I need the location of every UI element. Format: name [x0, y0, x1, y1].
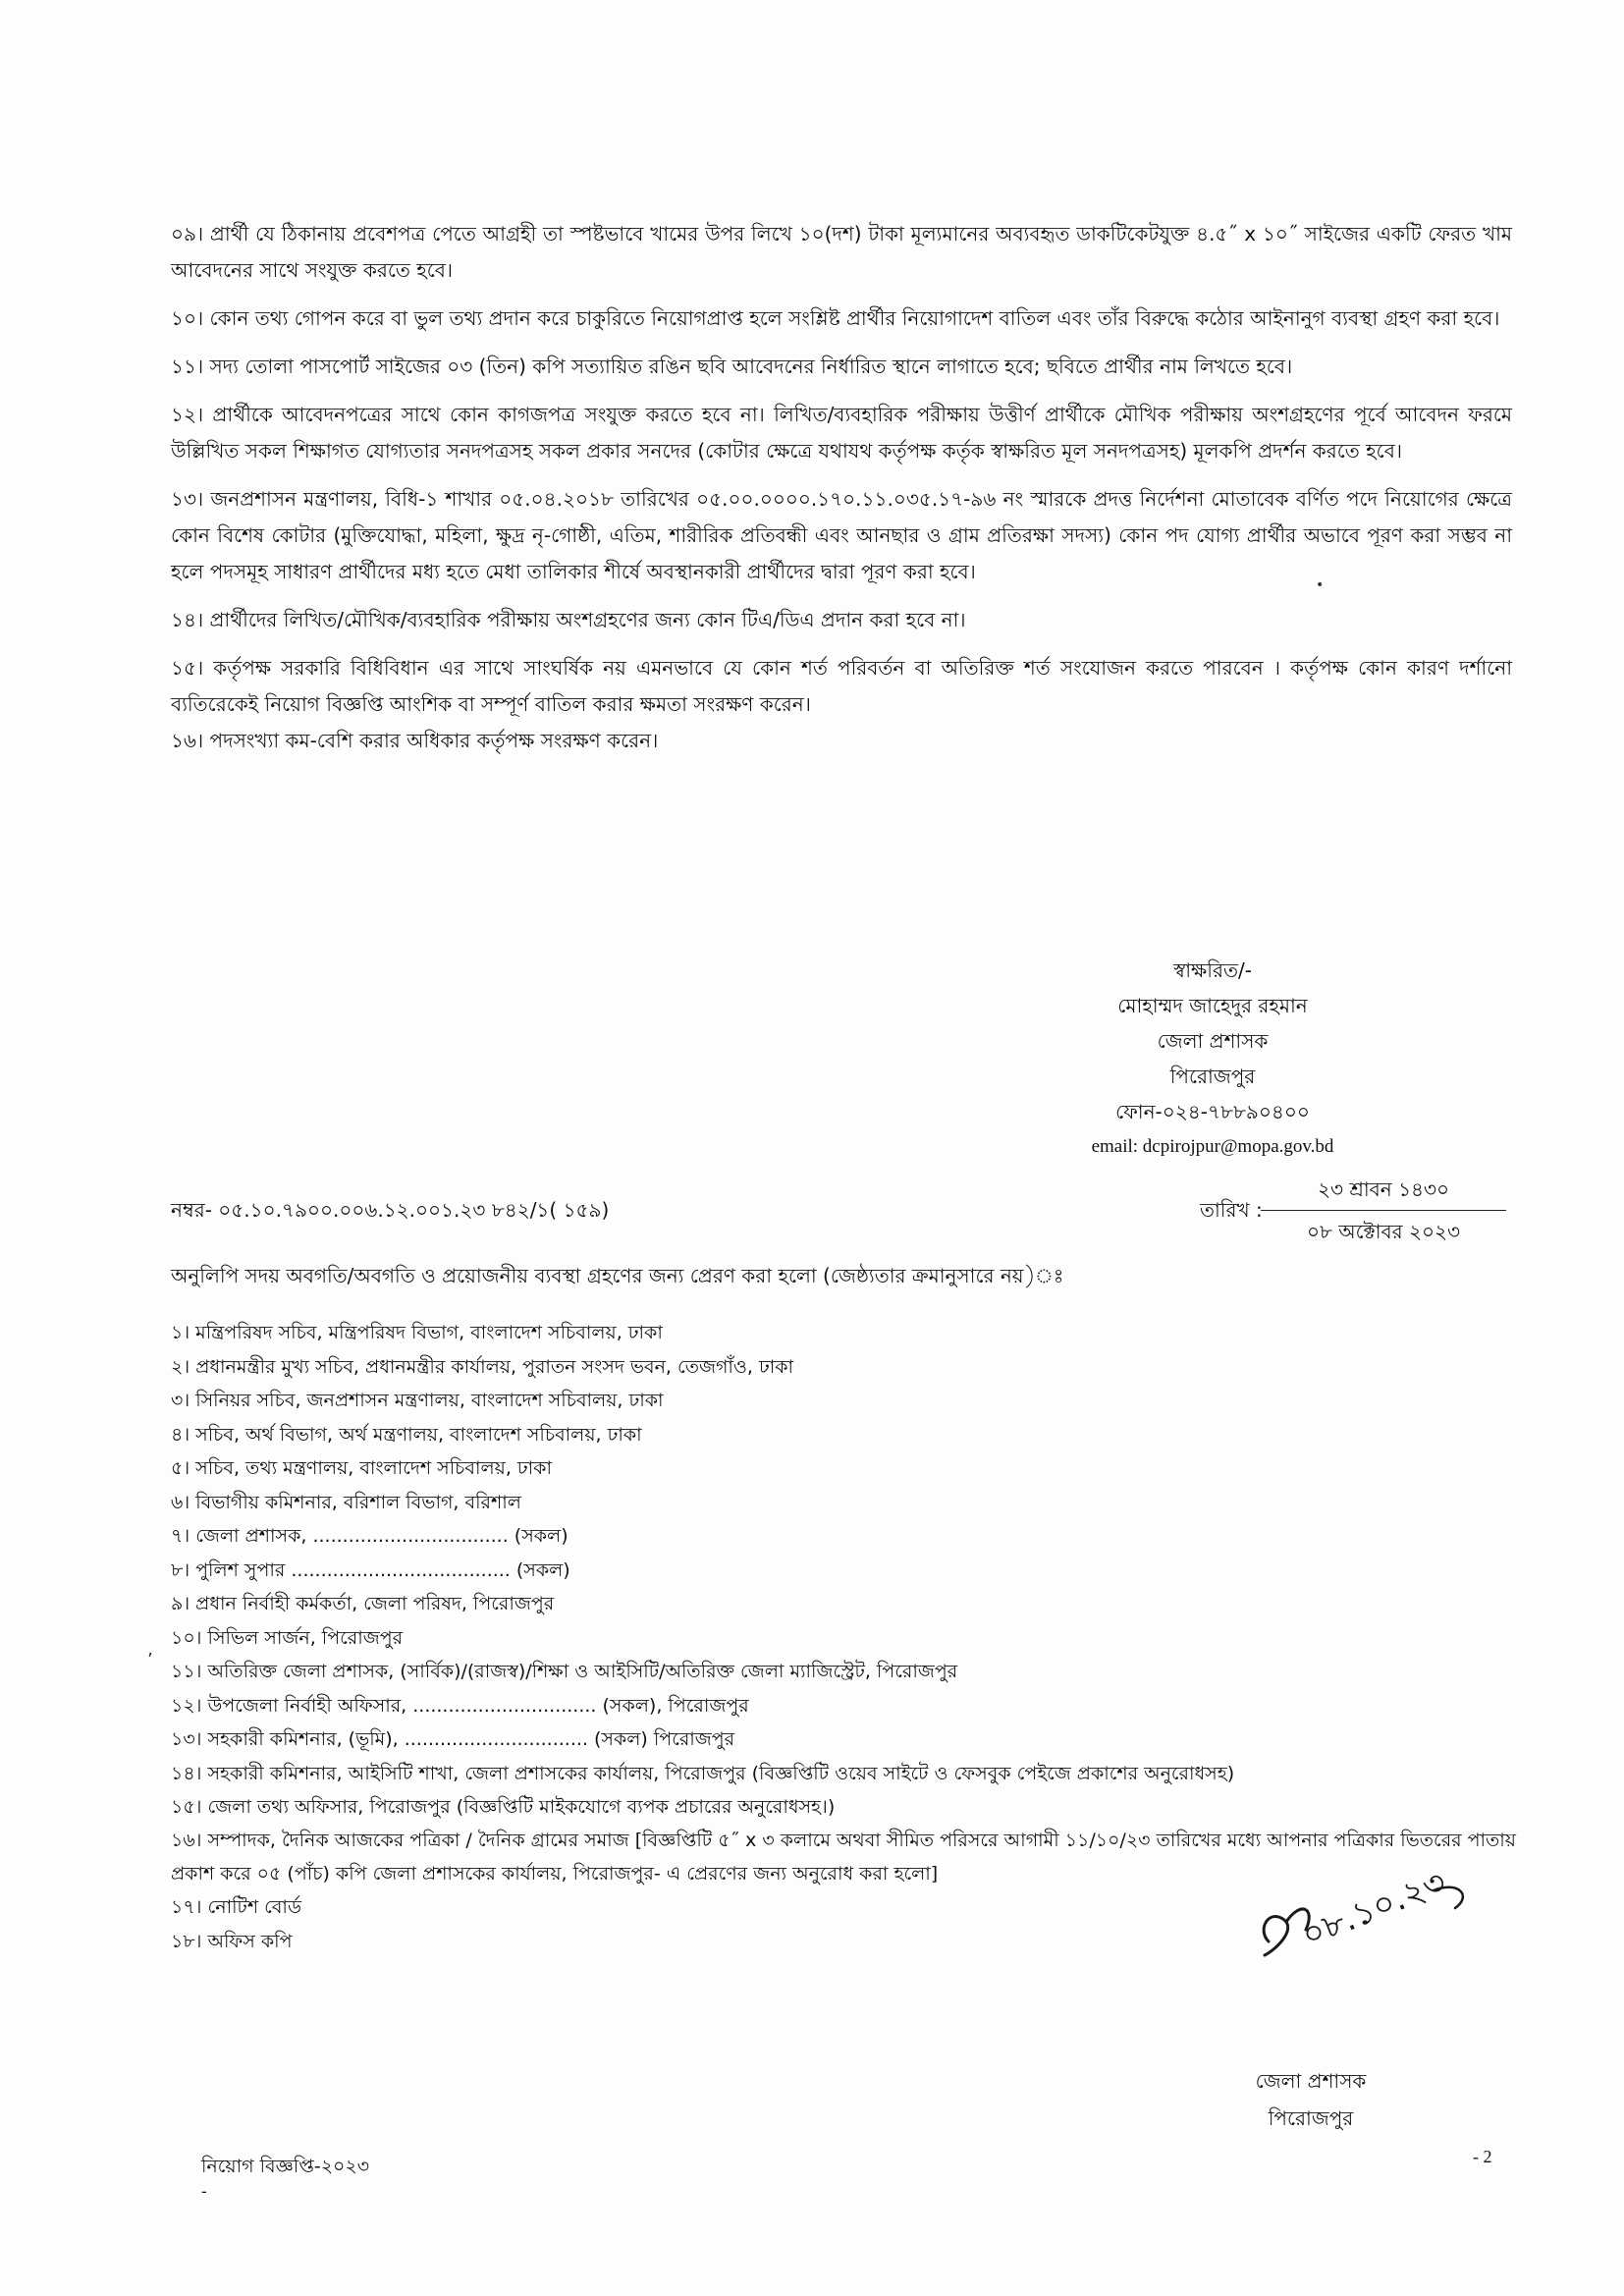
- conditions-section: [171, 216, 1512, 771]
- handwritten-signature-icon: [1247, 1861, 1492, 1989]
- footer-signatory-designation: জেলা প্রশাসক: [1255, 2069, 1367, 2093]
- list-item: ১৭। নোটিশ বোর্ড: [171, 1896, 301, 1918]
- list-item: ১৩। সহকারী কমিশনার, (ভূমি), ............................... (সকল) পিরোজপুর: [171, 1728, 735, 1750]
- condition-item: ১৬। পদসংখ্যা কম-বেশি করার অধিকার কর্তৃপক্ষ সংরক্ষণ করেন।: [171, 729, 659, 752]
- ink-mark: ʼ: [147, 1650, 153, 1670]
- list-item: ১২। উপজেলা নির্বাহী অফিসার, ............................... (সকল), পিরোজপুর: [171, 1694, 749, 1717]
- list-item: ৭। জেলা প্রশাসক, ................................. (সকল): [171, 1525, 568, 1547]
- signatory-designation: জেলা প্রশাসক: [1157, 1029, 1269, 1053]
- list-item: ৬। বিভাগীয় কমিশনার, বরিশাল বিভাগ, বরিশাল: [171, 1491, 521, 1513]
- condition-item: ১৪। প্রার্থীদের লিখিত/মৌখিক/ব্যবহারিক পরীক্ষায় অংশগ্রহণের জন্য কোন টিএ/ডিএ প্রদান করা হবে না।: [171, 608, 966, 631]
- signatory-name: মোহাম্মদ জাহেদুর রহমান: [1117, 994, 1308, 1017]
- signatory-district: পিরোজপুর: [1169, 1065, 1256, 1088]
- signatory-phone: ফোন-০২৪-৭৮৮৯০৪০০: [1115, 1100, 1310, 1123]
- footer-signatory-district: পিরোজপুর: [1268, 2106, 1354, 2130]
- page-number: - 2: [1473, 2147, 1492, 2166]
- cc-intro: অনুলিপি সদয় অবগতি/অবগতি ও প্রয়োজনীয় ব্যবস্থা গ্রহণের জন্য প্রেরণ করা হলো (জেষ্ঠ্যতার ক্রমানুসারে নয়)ঃ: [171, 1264, 1064, 1287]
- date-bangla: ২৩ শ্রাবন ১৪৩০: [1261, 1175, 1506, 1211]
- list-item: ৫। সচিব, তথ্য মন্ত্রণালয়, বাংলাদেশ সচিবালয়, ঢাকা: [171, 1457, 552, 1479]
- footer-signature-block: [1213, 2062, 1409, 2137]
- condition-item: ০৯। প্রার্থী যে ঠিকানায় প্রবেশপত্র পেতে আগ্রহী তা স্পষ্টভাবে খামের উপর লিখে ১০(দশ) টাকা মূল্যমানের অব্যবহৃত ডাকটিকেটযুক্ত ৪.৫˝ x ১০˝ সাইজের একটি ফেরত খাম আবেদনের সাথে সংযুক্ত করতে হবে।: [171, 222, 1512, 282]
- list-item: ৯। প্রধান নির্বাহী কর্মকর্তা, জেলা পরিষদ, পিরোজপুর: [171, 1593, 555, 1614]
- date-box: [1261, 1175, 1506, 1248]
- signature-block: [1065, 953, 1360, 1165]
- memo-number: নম্বর- ০৫.১০.৭৯০০.০০৬.১২.০০১.২৩ ৮৪২/১( ১৫৯): [171, 1198, 610, 1222]
- list-item: ৩। সিনিয়র সচিব, জনপ্রশাসন মন্ত্রণালয়, বাংলাদেশ সচিবালয়, ঢাকা: [171, 1390, 664, 1411]
- condition-item: ১৫। কর্তৃপক্ষ সরকারি বিধিবিধান এর সাথে সাংঘর্ষিক নয় এমনভাবে যে কোন শর্ত পরিবর্তন বা অতিরিক্ত শর্ত সংযোজন করতে পারবেন । কর্তৃপক্ষ কোন কারণ দর্শানো ব্যতিরেকেই নিয়োগ বিজ্ঞপ্তি আংশিক বা সম্পূর্ণ বাতিল করার ক্ষমতা সংরক্ষণ করেন।: [171, 656, 1512, 716]
- footer-title: নিয়োগ বিজ্ঞপ্তি-২০২৩: [201, 2156, 370, 2177]
- condition-item: ১০। কোন তথ্য গোপন করে বা ভুল তথ্য প্রদান করে চাকুরিতে নিয়োগপ্রাপ্ত হলে সংশ্লিষ্ট প্রার্থীর নিয়োগাদেশ বাতিল এবং তাঁর বিরুদ্ধে কঠোর আইনানুগ ব্যবস্থা গ্রহণ করা হবে।: [171, 306, 1500, 330]
- handwritten-date: ০৮.১০.২৩: [1296, 1862, 1452, 1956]
- list-item: ১৬। সম্পাদক, দৈনিক আজকের পত্রিকা / দৈনিক গ্রামের সমাজ [বিজ্ঞপ্তিটি ৫˝ x ৩ কলামে অথবা সীমিত পরিসরে আগামী ১১/১০/২৩ তারিখের মধ্যে আপনার পত্রিকার ভিতরের পাতায় প্রকাশ করে ০৫ (পাঁচ) কপি জেলা প্রশাসকের কার্যালয়, পিরোজপুর- এ প্রেরণের জন্য অনুরোধ করা হলো]: [171, 1830, 1516, 1885]
- signed-label: স্বাক্ষরিত/-: [1173, 958, 1252, 982]
- list-item: ১। মন্ত্রিপরিষদ সচিব, মন্ত্রিপরিষদ বিভাগ, বাংলাদেশ সচিবালয়, ঢাকা: [171, 1322, 663, 1343]
- list-item: ৪। সচিব, অর্থ বিভাগ, অর্থ মন্ত্রণালয়, বাংলাদেশ সচিবালয়, ঢাকা: [171, 1423, 642, 1446]
- condition-item: ১৩। জনপ্রশাসন মন্ত্রণালয়, বিধি-১ শাখার ০৫.০৪.২০১৮ তারিখের ০৫.০০.০০০০.১৭০.১১.০৩৫.১৭-৯৬ নং স্মারকে প্রদত্ত নির্দেশনা মোতাবেক বর্ণিত পদে নিয়োগের ক্ষেত্রে কোন বিশেষ কোটার (মুক্তিযোদ্ধা, মহিলা, ক্ষুদ্র নৃ-গোষ্ঠী, এতিম, শারীরিক প্রতিবন্ধী এবং আনছার ও গ্রাম প্রতিরক্ষা সদস্য) কোন পদ যোগ্য প্রার্থীর অভাবে পূরণ করা সম্ভব না হলে পদসমূহ সাধারণ প্রার্থীদের মধ্য হতে মেধা তালিকার শীর্ষে অবস্থানকারী প্রার্থীদের দ্বারা পূরণ করা হবে।: [171, 487, 1512, 583]
- date-english: ০৮ অক্টোবর ২০২৩: [1306, 1220, 1461, 1243]
- list-item: ১৮। অফিস কপি: [171, 1930, 293, 1952]
- list-item: ১১। অতিরিক্ত জেলা প্রশাসক, (সার্বিক)/(রাজস্ব)/শিক্ষা ও আইসিটি/অতিরিক্ত জেলা ম্যাজিস্ট্রেট, পিরোজপুর: [171, 1661, 958, 1682]
- list-item: ৮। পুলিশ সুপার ..................................... (সকল): [171, 1558, 570, 1581]
- list-item: ১০। সিভিল সার্জন, পিরোজপুর: [171, 1626, 404, 1649]
- date-label: তারিখ :: [1200, 1198, 1263, 1222]
- signatory-email: email: dcpirojpur@mopa.gov.bd: [1091, 1136, 1334, 1157]
- list-item: ১৪। সহকারী কমিশনার, আইসিটি শাখা, জেলা প্রশাসকের কার্যালয়, পিরোজপুর (বিজ্ঞপ্তিটি ওয়েব সাইটে ও ফেসবুক পেইজে প্রকাশের অনুরোধসহ): [171, 1762, 1235, 1784]
- condition-item: ১২। প্রার্থীকে আবেদনপত্রের সাথে কোন কাগজপত্র সংযুক্ত করতে হবে না। লিখিত/ব্যবহারিক পরীক্ষায় উত্তীর্ণ প্রার্থীকে মৌখিক পরীক্ষায় অংশগ্রহণের পূর্বে আবেদন ফরমে উল্লিখিত সকল শিক্ষাগত যোগ্যতার সনদপত্রসহ সকল প্রকার সনদের (কোটার ক্ষেত্রে যথাযথ কর্তৃপক্ষ কর্তৃক স্বাক্ষরিত মূল সনদপত্রসহ) মূলকপি প্রদর্শন করতে হবে।: [171, 403, 1512, 463]
- list-item: ২। প্রধানমন্ত্রীর মুখ্য সচিব, প্রধানমন্ত্রীর কার্যালয়, পুরাতন সংসদ ভবন, তেজগাঁও, ঢাকা: [171, 1355, 794, 1378]
- footer-divider: -: [201, 2182, 207, 2201]
- condition-item: ১১। সদ্য তোলা পাসপোর্ট সাইজের ০৩ (তিন) কপি সত্যায়িত রঙিন ছবি আবেদনের নির্ধারিত স্থানে লাগাতে হবে; ছবিতে প্রার্থীর নাম লিখতে হবে।: [171, 355, 1293, 378]
- list-item: ১৫। জেলা তথ্য অফিসার, পিরোজপুর (বিজ্ঞপ্তিটি মাইকযোগে ব্যপক প্রচারের অনুরোধসহ।): [171, 1795, 836, 1818]
- ink-dot: •: [1316, 577, 1325, 593]
